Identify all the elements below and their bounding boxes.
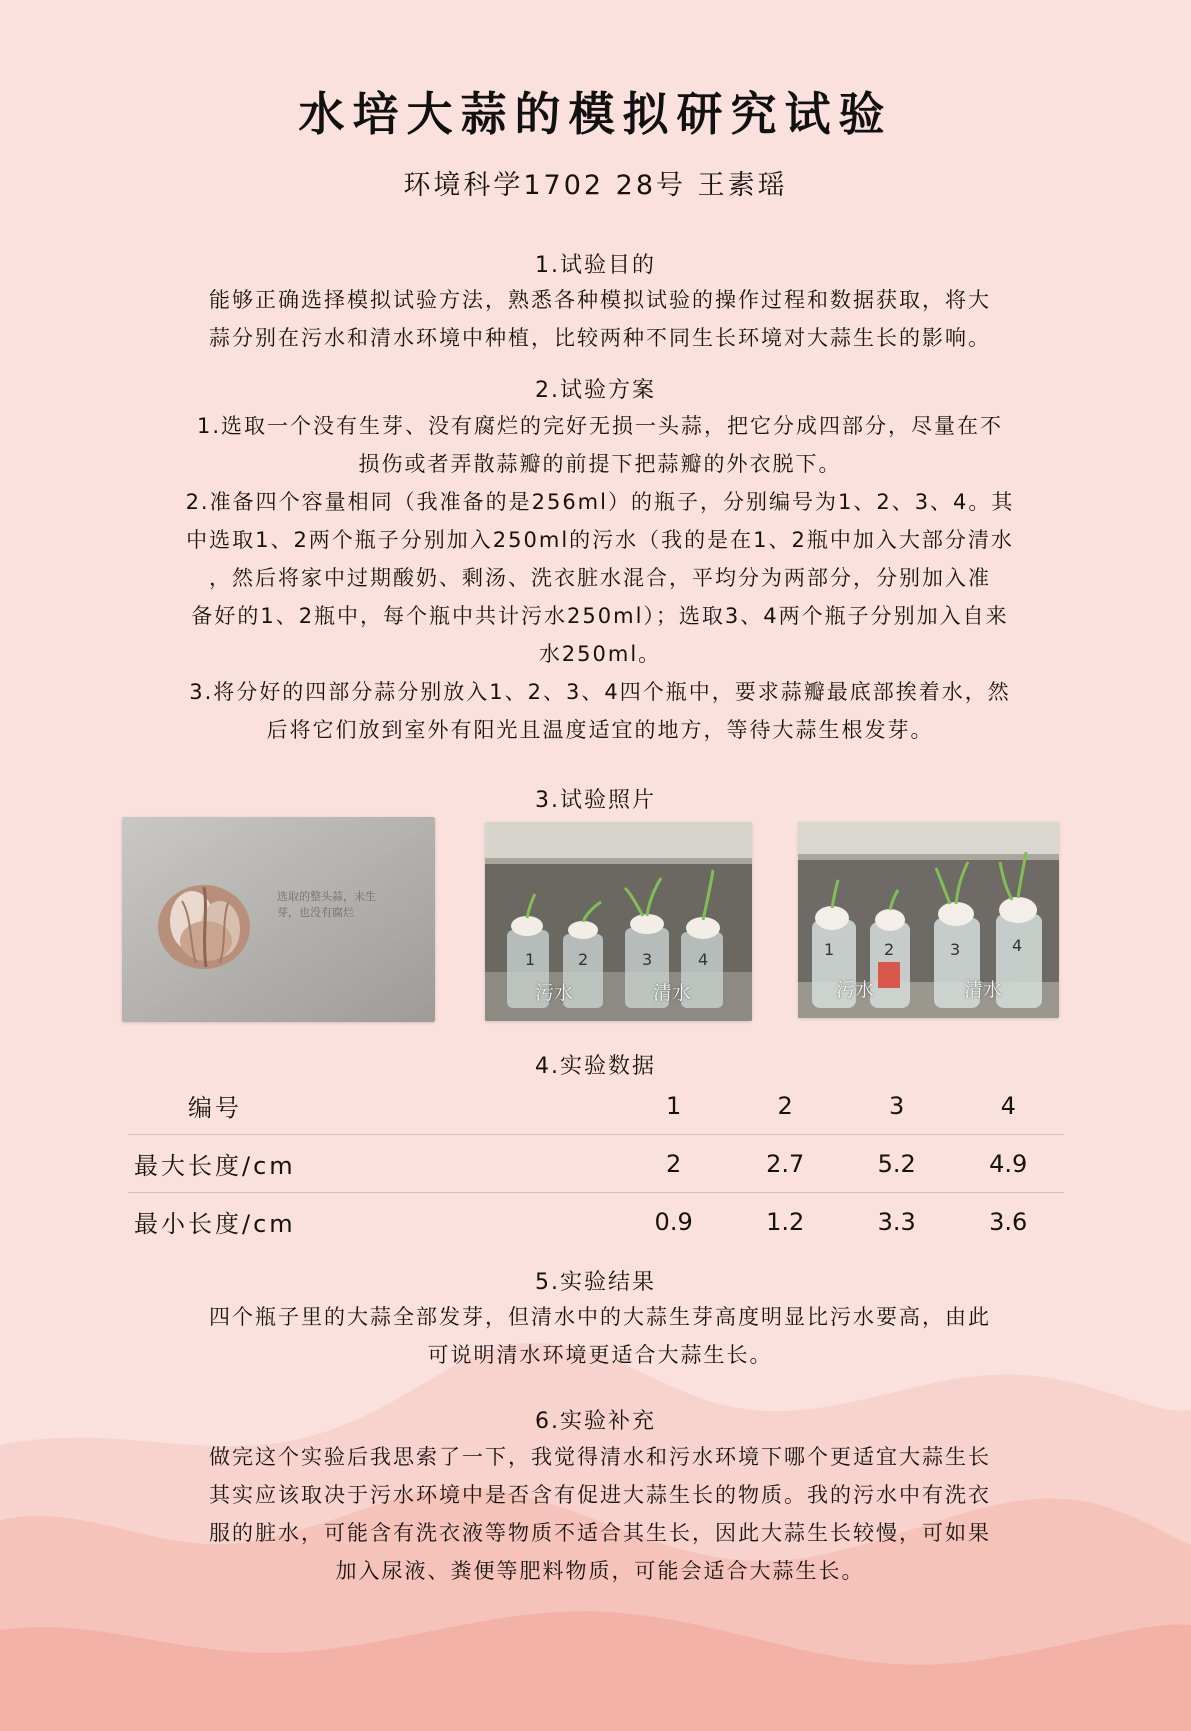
table-cell: 5.2 [841, 1135, 953, 1193]
column-header: 3 [889, 1091, 905, 1120]
text-line: 蒜分别在污水和清水环境中种植，比较两种不同生长环境对大蒜生长的影响。 [209, 326, 991, 350]
bottle-number: 4 [698, 950, 709, 969]
photo-caption: 选取的整头蒜，未生芽，也没有腐烂 [277, 890, 376, 919]
text-line: 能够正确选择模拟试验方法，熟悉各种模拟试验的操作过程和数据获取，将大 [209, 288, 991, 312]
text-line: 服的脏水，可能含有洗衣液等物质不适合其生长，因此大蒜生长较慢，可如果 [209, 1521, 991, 1545]
data-table [128, 1077, 1064, 1250]
section-heading-supplement: 6.实验补充 [535, 1409, 656, 1434]
photo-bottles-later [798, 822, 1059, 1018]
table-row [128, 1135, 1064, 1193]
photo-label-clean: 清水 [653, 982, 692, 1004]
table-cell: 3.6 [952, 1193, 1064, 1251]
text-line: 2.准备四个容量相同（我准备的是256ml）的瓶子，分别编号为1、2、3、4。其 [185, 490, 1015, 514]
photo-whole-garlic [122, 817, 435, 1022]
bottle-number: 1 [525, 950, 536, 969]
text-line: 四个瓶子里的大蒜全部发芽，但清水中的大蒜生芽高度明显比污水要高，由此 [209, 1305, 991, 1329]
column-header: 编号 [188, 1094, 242, 1122]
row-label: 最小长度/cm [128, 1193, 618, 1251]
bottle-number: 1 [824, 940, 835, 959]
table-cell: 3.3 [841, 1193, 953, 1251]
row-label: 最大长度/cm [128, 1135, 618, 1193]
purpose-text [50, 281, 1150, 357]
plan-text [50, 407, 1150, 749]
bottle-number: 3 [950, 940, 961, 959]
bottle-number: 3 [642, 950, 653, 969]
text-line: 做完这个实验后我思索了一下，我觉得清水和污水环境下哪个更适宜大蒜生长 [209, 1445, 991, 1469]
text-line: ，然后将家中过期酸奶、剩汤、洗衣脏水混合，平均分为两部分，分别加入准 [209, 566, 991, 590]
photo-label-clean: 清水 [964, 979, 1003, 1001]
table-cell: 0.9 [618, 1193, 730, 1251]
table-header-row [128, 1077, 1064, 1135]
column-header: 2 [777, 1091, 793, 1120]
photo-label-dirty: 污水 [535, 982, 574, 1004]
supplement-text [50, 1438, 1150, 1590]
text-line: 可说明清水环境更适合大蒜生长。 [427, 1343, 773, 1367]
text-line: 加入尿液、粪便等肥料物质，可能会适合大蒜生长。 [335, 1559, 865, 1583]
section-heading-photos: 3.试验照片 [535, 788, 656, 813]
bottle-number: 2 [884, 940, 895, 959]
text-line: 后将它们放到室外有阳光且温度适宜的地方，等待大蒜生根发芽。 [266, 718, 934, 742]
text-line: 备好的1、2瓶中，每个瓶中共计污水250ml）；选取3、4两个瓶子分别加入自来 [191, 604, 1009, 628]
bottle-number: 4 [1012, 936, 1023, 955]
table-cell: 4.9 [952, 1135, 1064, 1193]
result-text [50, 1298, 1150, 1374]
section-heading-result: 5.实验结果 [535, 1270, 656, 1295]
table-cell: 2 [618, 1135, 730, 1193]
photo-bottles-early [485, 822, 752, 1021]
table-cell: 1.2 [729, 1193, 841, 1251]
page-title: 水培大蒜的模拟研究试验 [298, 87, 893, 141]
section-heading-plan: 2.试验方案 [535, 378, 656, 403]
text-line: 3.将分好的四部分蒜分别放入1、2、3、4四个瓶中，要求蒜瓣最底部挨着水，然 [189, 680, 1011, 704]
section-heading-data: 4.实验数据 [535, 1054, 656, 1079]
bottle-number: 2 [578, 950, 589, 969]
text-line: 水250ml。 [538, 642, 662, 666]
text-line: 中选取1、2两个瓶子分别加入250ml的污水（我的是在1、2瓶中加入大部分清水 [186, 528, 1014, 552]
author-line: 环境科学1702 28号 王素瑶 [403, 170, 788, 201]
photo-label-dirty: 污水 [836, 979, 875, 1001]
text-line: 1.选取一个没有生芽、没有腐烂的完好无损一头蒜，把它分成四部分，尽量在不 [196, 414, 1004, 438]
table-cell: 2.7 [729, 1135, 841, 1193]
text-line: 损伤或者弄散蒜瓣的前提下把蒜瓣的外衣脱下。 [358, 452, 842, 476]
section-heading-purpose: 1.试验目的 [535, 253, 656, 278]
text-line: 其实应该取决于污水环境中是否含有促进大蒜生长的物质。我的污水中有洗衣 [209, 1483, 991, 1507]
column-header: 4 [1000, 1091, 1016, 1120]
table-row [128, 1193, 1064, 1251]
column-header: 1 [665, 1091, 682, 1120]
